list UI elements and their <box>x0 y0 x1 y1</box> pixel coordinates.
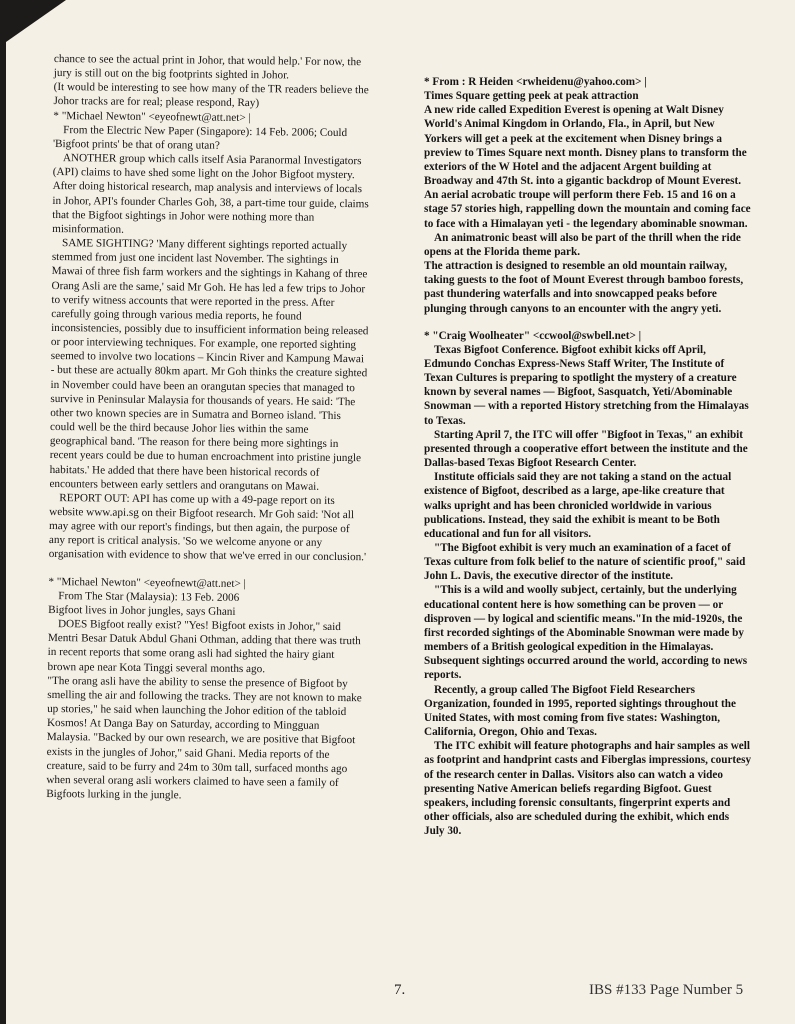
paragraph: From The Star (Malaysia): 13 Feb. 2006 <box>58 589 240 604</box>
paragraph: * "Craig Woolheater" <ccwool@swbell.net> | <box>424 329 642 342</box>
paragraph: Institute officials said they are not taking a stand on the actual existence of Bigfoot, described as a large, ape-like creature that walks upright and has been chronicled worldwide in various publications. Instead, they said the exhibit is meant to be Both educational and fun for all visitors. <box>424 471 732 540</box>
newsletter-footer: IBS #133 Page Number 5 <box>589 982 744 998</box>
document-page <box>6 0 795 1024</box>
paragraph: * From : R Heiden <rwheidenu@yahoo.com> | <box>424 76 647 88</box>
paragraph: REPORT OUT: API has come up with a 49-page report on its website www.api.sg on their Bigfoot research. Mr Goh said: 'Not all may agree with our report's findings, but then again, the purpose of any report is critical analysis. 'So we welcome anyone or any organisation with evidence to show that we've erred in our conclusion.' <box>48 491 367 564</box>
right-column <box>424 75 752 838</box>
left-column <box>46 52 372 804</box>
paragraph: Recently, a group called The Bigfoot Field Researchers Organization, founded in 1995, reported sightings throughout the United States, with most coming from five states: Washington, California, Oregon, Ohio and Texas. <box>424 683 736 739</box>
paragraph: * "Michael Newton" <eyeofnewt@att.net> | <box>48 575 246 590</box>
page-number: 7. <box>394 982 406 998</box>
paragraph: "The Bigfoot exhibit is very much an examination of a facet of Texas culture from folk belief to the nature of scientific proof," said John L. Davis, the executive director of the institute. <box>424 542 746 583</box>
paragraph: Texas Bigfoot Conference. Bigfoot exhibit kicks off April, Edmundo Conchas Express-News Staff Writer, The Institute of Texan Cultures is preparing to spotlight the mystery of a creature known by several names — Bigfoot, Sasquatch, Yeti/Abominable Snowman — with a reported History stretching from the Himalayas to Texas. <box>424 343 749 427</box>
paragraph: DOES Bigfoot really exist? "Yes! Bigfoot exists in Johor," said Mentri Besar Datuk Abdul Ghani Othman, adding that there was truth in recent reports that some orang asli had sighted the hairy giant brown ape near Kota Tinggi several months ago. <box>47 618 361 675</box>
paragraph: ANOTHER group which calls itself Asia Paranormal Investigators (API) claims to have shed some light on the Johor Bigfoot mystery. After doing historical research, map analysis and interviews of locals in Johor, API's founder Charles Goh, 38, a part-time tour guide, claims that the Bigfoot sightings in Johor were nothing more than misinformation. <box>52 152 369 236</box>
paragraph: From the Electric New Paper (Singapore): 14 Feb. 2006; Could 'Bigfoot prints' be that of orang utan? <box>52 123 348 152</box>
folded-corner <box>6 0 66 42</box>
paragraph: SAME SIGHTING? 'Many different sightings reported actually stemmed from just one incident last November. The sightings in Mawai of three fish farm workers and the sightings in Kahang of three Orang Asli are the same,' said Mr Goh. He has led a few trips to Johor to verify witness accounts that were reported in the press. After carefully going through various media reports, he found inconsistencies, possibly due to insufficient information being released or poor interviewing techniques. For example, one reported sighting seemed to involve two locations – Kincin River and Kampung Mawai - but these are actually 80km apart. Mr Goh thinks the creature sighted in November could have been an orangutan species that managed to survive in Peninsular Malaysia for thousands of years. He said: 'The other two known species are in Sumatra and Borneo island. 'This could well be the third because Johor lies within the same geographical band. 'The reason for there being more sightings in recent years could be due to human encroachment into pristine jungle habitats.' He added that there have been historical records of encounters between early settlers and orangutans on Mawai. <box>49 237 369 493</box>
paragraph: chance to see the actual print in Johor, that would help.' For now, the jury is still out on the big footprints sighted in Johor. <box>53 52 362 82</box>
paragraph: The attraction is designed to resemble an old mountain railway, taking guests to the foot of Mount Everest through bamboo forests, past thundering waterfalls and into snowcapped peaks before plunging through canyons to an encounter with the angry yeti. <box>424 260 744 315</box>
paragraph: An animatronic beast will also be part of the thrill when the ride opens at the Florida theme park. <box>424 231 741 258</box>
paragraph: "The orang asli have the ability to sense the presence of Bigfoot by smelling the air and following the tracks. They are not known to make up stories," he said when launching the Johor edition of the tabloid Kosmos! At Danga Bay on Saturday, according to Mingguan Malaysia. "Backed by our own research, we are positive that Bigfoot exists in the jungles of Johor," said Ghani. Media reports of the creature, said to be furry and 24m to 30m tall, surfaced months ago when several orang asli workers claimed to have seen a family of Bigfoots lurking in the jungle. <box>46 674 362 802</box>
paragraph: The ITC exhibit will feature photographs and hair samples as well as footprint and handprint casts and Fiberglas impressions, courtesy of the research center in Dallas. Visitors also can watch a video presenting Native American beliefs regarding Bigfoot. Guest speakers, including forensic consultants, fingerprint experts and other officials, also are scheduled during the exhibit, which ends July 30. <box>424 740 752 838</box>
paragraph-gap <box>424 316 752 329</box>
paragraph: Bigfoot lives in Johor jungles, says Ghani <box>48 603 236 618</box>
paragraph: Starting April 7, the ITC will offer "Bigfoot in Texas," an exhibit presented through a cooperative effort between the institute and the Dallas-based Texas Bigfoot Research Center. <box>424 428 748 470</box>
paragraph: (It would be interesting to see how many of the TR readers believe the Johor tracks are for real; please respond, Ray) <box>53 81 369 110</box>
paragraph: Times Square getting peek at peak attraction <box>424 90 639 103</box>
paragraph: * "Michael Newton" <eyeofnewt@att.net> | <box>53 109 251 124</box>
paragraph: "This is a wild and woolly subject, certainly, but the underlying educational content here is how something can be proven — or disproven — by logical and scientific means."In the mid-1920s, the first recorded sightings of the Abominable Snowman were made by members of a British geological expedition in the Himalayas. Subsequent sightings occurred around the world, according to news reports. <box>424 584 748 682</box>
paragraph: A new ride called Expedition Everest is opening at Walt Disney World's Animal Kingdom in Orlando, Fla., in April, but New Yorkers will get a peek at the excitement when Disney brings a preview to Times Square next month. Disney plans to transform the exteriors of the W Hotel and the adjacent Argent building at Broadway and 47th St. into a gigantic backdrop of Mount Everest. An aerial acrobatic troupe will perform there Feb. 15 and 16 on a stage 57 stories high, rappelling down the mountain and coming face to face with a Himalayan yeti - the legendary abominable snowman. <box>424 104 751 230</box>
